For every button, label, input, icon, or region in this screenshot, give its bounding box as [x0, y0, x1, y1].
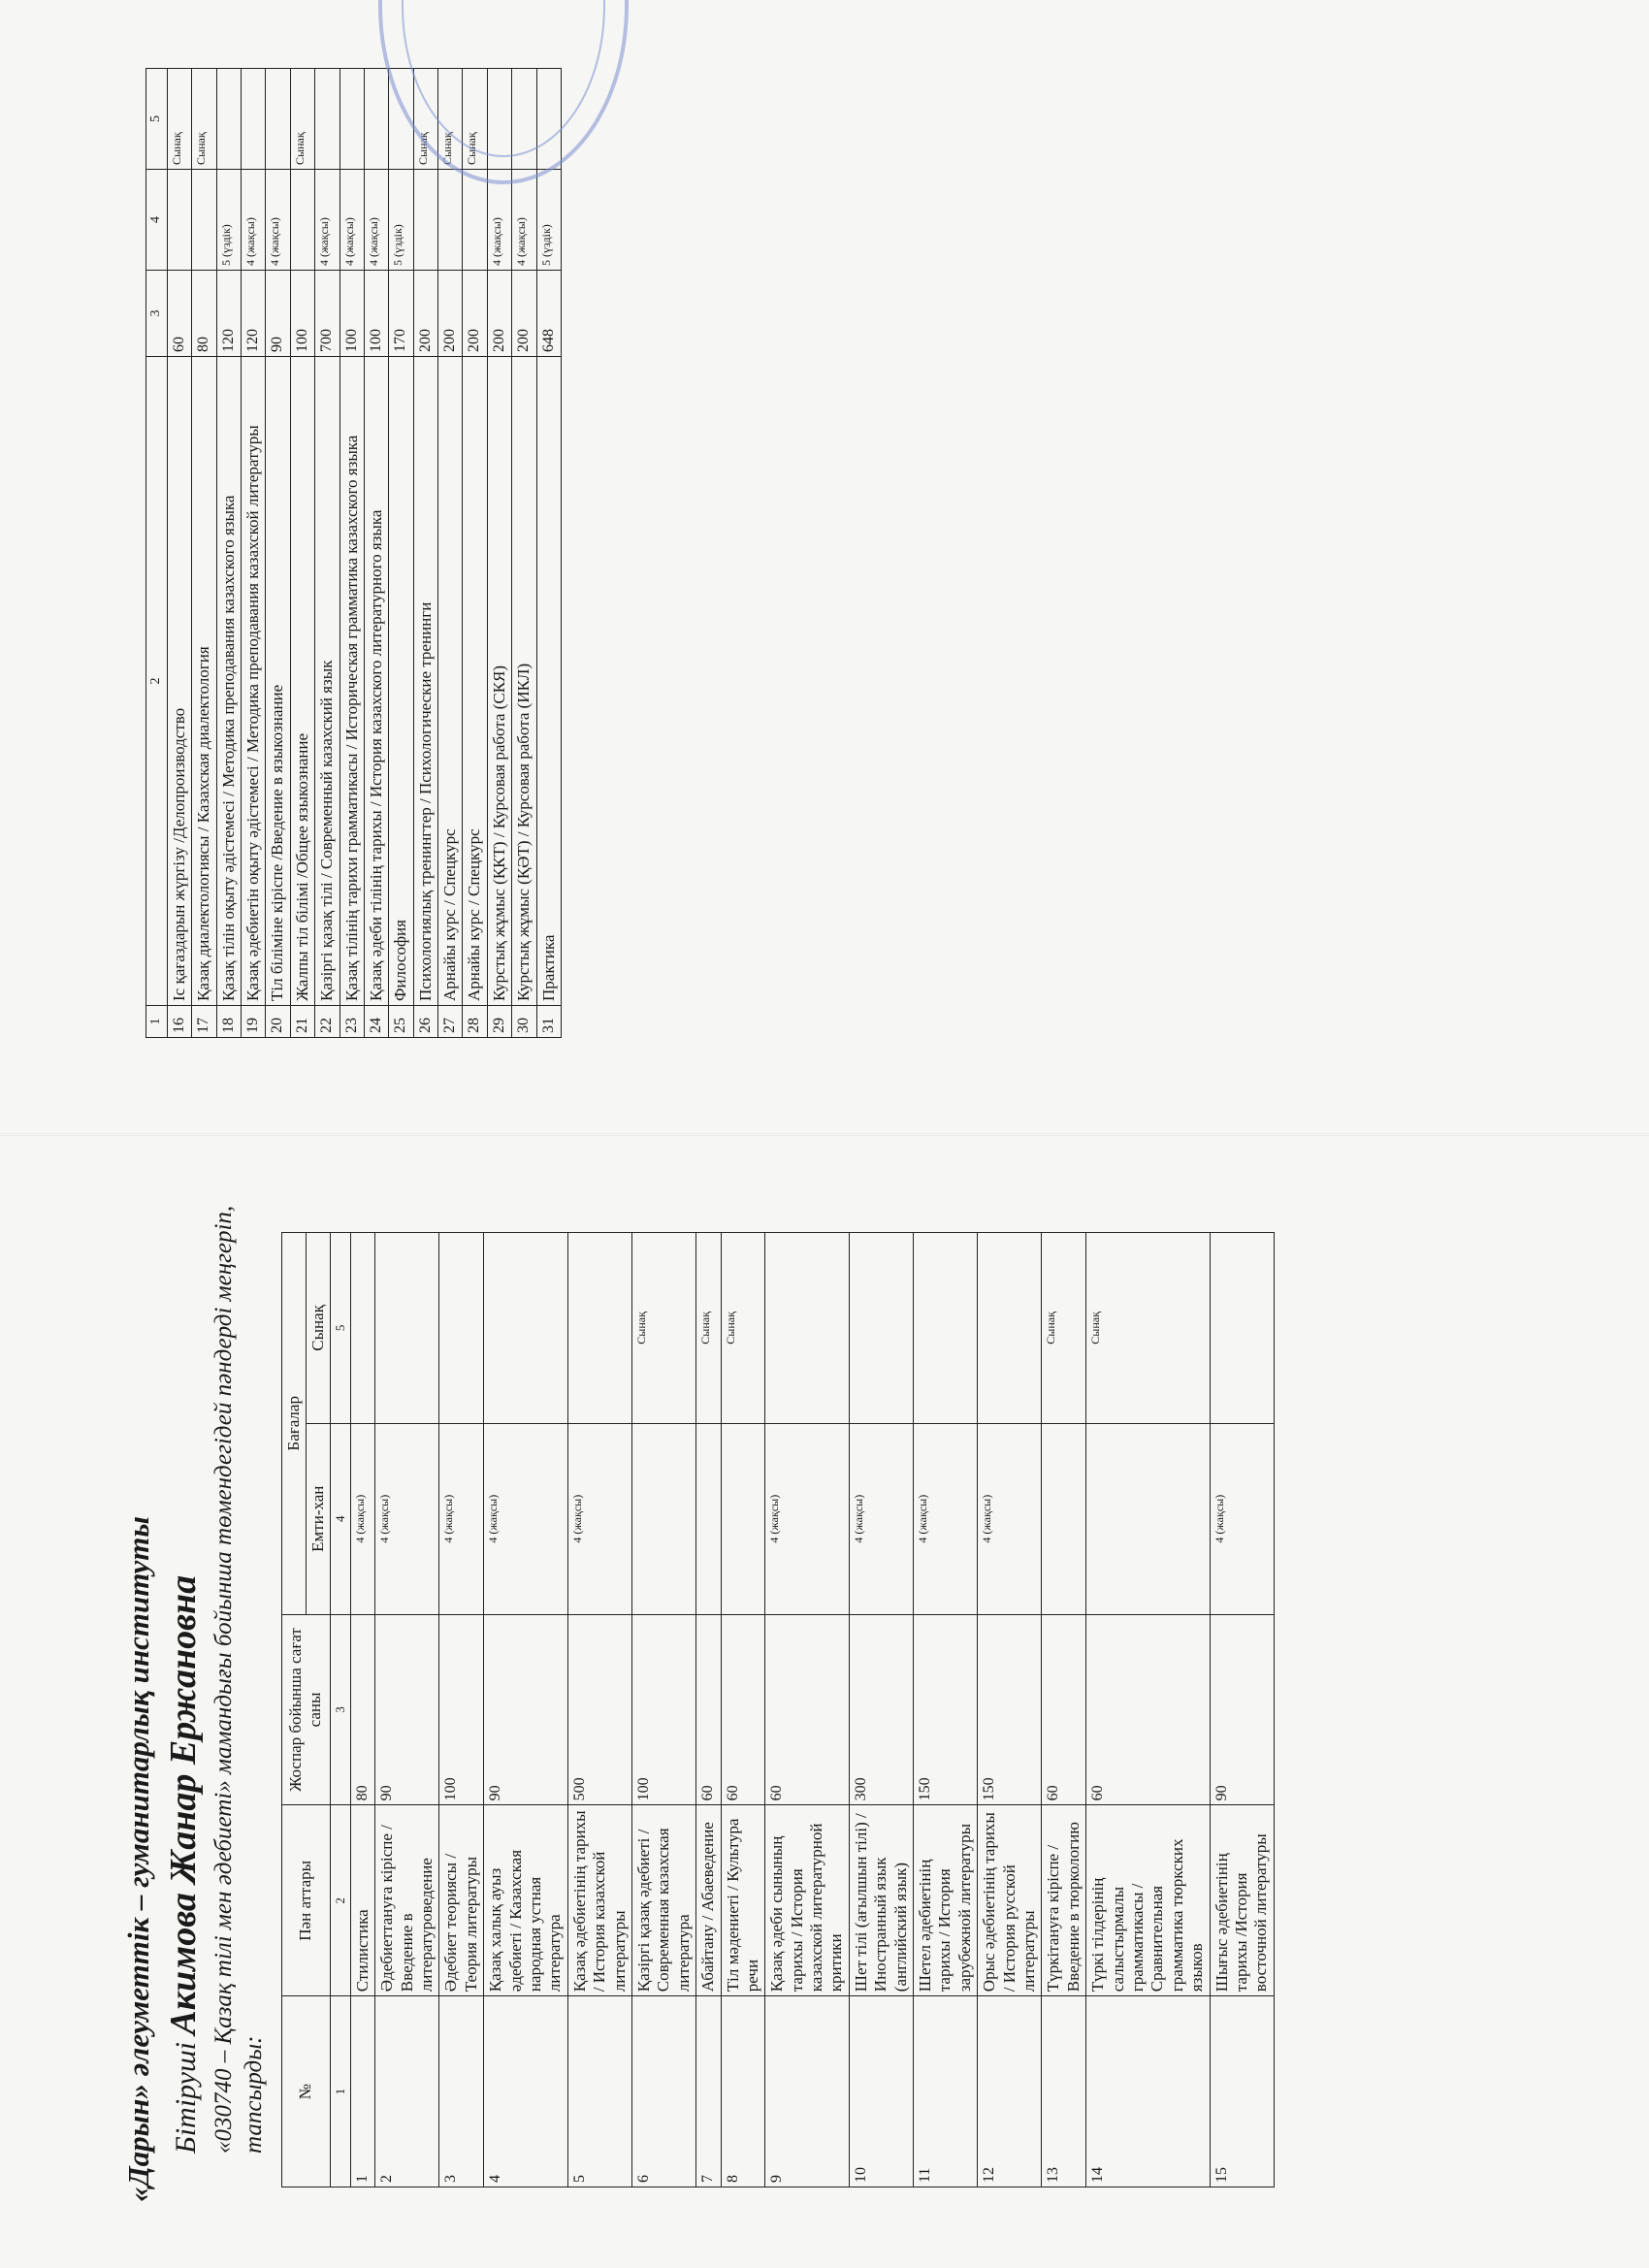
- cell-num: 30: [512, 1006, 536, 1038]
- cell-hours: 90: [484, 1614, 568, 1805]
- cell-subject: Әдебиет теориясы / Теория литературы: [439, 1805, 484, 1996]
- cell-subject: Шет тілі (ағылшын тілі) / Иностранный язык (английский язык): [849, 1805, 913, 1996]
- cell-subject: Қазақ әдебиетінің тарихы / История казахской литературы: [567, 1805, 631, 1996]
- cell-num: 28: [463, 1006, 487, 1038]
- table-row: [536, 69, 561, 1038]
- cell-subject: Орыс әдебиетінің тарихы / История русской литературы: [978, 1805, 1042, 1996]
- cell-num: 29: [487, 1006, 511, 1038]
- header-exam: Емти-хан: [306, 1423, 330, 1614]
- cell-num: 8: [721, 1996, 765, 2187]
- cell-exam: 4 (жақсы): [439, 1423, 484, 1614]
- table-row: [216, 69, 241, 1038]
- table-row: [438, 69, 463, 1038]
- cell-num: 2: [375, 1996, 439, 2187]
- cell-subject: Қазақ әдеби сынының тарихы / История казахской литературной критики: [765, 1805, 850, 1996]
- index-cell: 5: [331, 1233, 351, 1424]
- cell-num: 7: [696, 1996, 721, 2187]
- table-row: [266, 69, 290, 1038]
- cell-credit: [1210, 1233, 1274, 1424]
- cell-num: 14: [1086, 1996, 1210, 2187]
- cell-subject: Тіл біліміне кіріспе /Введение в языкознание: [266, 357, 290, 1006]
- cell-credit: Сынақ: [290, 69, 314, 170]
- table-row: [241, 69, 265, 1038]
- cell-exam: 4 (жақсы): [914, 1423, 978, 1614]
- table-row: [696, 1233, 721, 2187]
- cell-subject: Шығыс әдебиетінің тарихы /История восточной литературы: [1210, 1805, 1274, 1996]
- cell-credit: Сынақ: [438, 69, 463, 170]
- cell-subject: Абайтану / Абаеведение: [696, 1805, 721, 1996]
- cell-exam: 4 (жақсы): [512, 170, 536, 271]
- cell-subject: Стилистика: [350, 1805, 374, 1996]
- cell-num: 19: [241, 1006, 265, 1038]
- cell-subject: Практика: [536, 357, 561, 1006]
- header-grades: Бағалар: [281, 1233, 306, 1615]
- cell-credit: Сынақ: [1042, 1233, 1086, 1424]
- cell-exam: [167, 170, 191, 271]
- cell-subject: Қазақ халық ауыз әдебиеті / Казахская народная устная литература: [484, 1805, 568, 1996]
- cell-num: 25: [389, 1006, 413, 1038]
- index-cell: 1: [146, 1006, 168, 1038]
- cell-subject: Тіл мәдениеті / Культура речи: [721, 1805, 765, 1996]
- cell-credit: Сынақ: [631, 1233, 695, 1424]
- cell-exam: 4 (жақсы): [315, 170, 340, 271]
- index-cell: 3: [146, 271, 168, 357]
- cell-num: 9: [765, 1996, 850, 2187]
- cell-credit: [567, 1233, 631, 1424]
- cell-hours: 200: [413, 271, 437, 357]
- cell-exam: 5 (үздік): [216, 170, 241, 271]
- table-row: [340, 69, 364, 1038]
- cell-credit: Сынақ: [413, 69, 437, 170]
- cell-credit: [216, 69, 241, 170]
- cell-hours: 60: [696, 1614, 721, 1805]
- cell-subject: Курстық жұмыс (ҚКТ) / Курсовая работа (СКЯ): [487, 357, 511, 1006]
- cell-credit: Сынақ: [1086, 1233, 1210, 1424]
- cell-subject: Жалпы тіл білімі /Общее языкознание: [290, 357, 314, 1006]
- cell-exam: 4 (жақсы): [765, 1423, 850, 1614]
- cell-subject: Қазіргі қазақ әдебиеті / Современная казахская литература: [631, 1805, 695, 1996]
- cell-num: 13: [1042, 1996, 1086, 2187]
- cell-num: 22: [315, 1006, 340, 1038]
- table-row: [389, 69, 413, 1038]
- table-row: [1086, 1233, 1210, 2187]
- cell-subject: Философия: [389, 357, 413, 1006]
- table-row: [463, 69, 487, 1038]
- cell-num: 4: [484, 1996, 568, 2187]
- cell-exam: 4 (жақсы): [241, 170, 265, 271]
- cell-exam: 5 (үздік): [389, 170, 413, 271]
- cell-credit: Сынақ: [192, 69, 216, 170]
- index-cell: 1: [331, 1996, 351, 2187]
- table-row: [721, 1233, 765, 2187]
- cell-subject: Іс қағаздарын жүргізу /Делопроизводство: [167, 357, 191, 1006]
- cell-exam: 4 (жақсы): [978, 1423, 1042, 1614]
- cell-hours: 170: [389, 271, 413, 357]
- specialty-line: «030740 – Қазақ тілі мен әдебиеті» мамандығы бойынша төмендегідей пәндерді меңгеріп, тапсырды:: [210, 1205, 268, 2154]
- cell-hours: 90: [266, 271, 290, 357]
- cell-credit: [849, 1233, 913, 1424]
- cell-hours: 100: [340, 271, 364, 357]
- table-row: [978, 1233, 1042, 2187]
- table-row: [315, 69, 340, 1038]
- cell-exam: 5 (үздік): [536, 170, 561, 271]
- header-hours: Жоспар бойынша сағат саны: [281, 1614, 331, 1805]
- cell-subject: Курстық жұмыс (ҚӘТ) / Курсовая работа (ИКЛ): [512, 357, 536, 1006]
- index-cell: 3: [331, 1614, 351, 1805]
- cell-exam: 4 (жақсы): [350, 1423, 374, 1614]
- cell-exam: 4 (жақсы): [849, 1423, 913, 1614]
- cell-num: 15: [1210, 1996, 1274, 2187]
- table-row: [290, 69, 314, 1038]
- cell-num: 21: [290, 1006, 314, 1038]
- cell-subject: Қазақ тілінің тарихи грамматикасы / Историческая грамматика казахского языка: [340, 357, 364, 1006]
- cell-num: 5: [567, 1996, 631, 2187]
- grades-table-continued: [146, 68, 562, 1038]
- graduate-line: [162, 1174, 205, 2154]
- header-num: №: [281, 1996, 331, 2187]
- table-row: [1210, 1233, 1274, 2187]
- cell-subject: Арнайы курс / Спецкурс: [463, 357, 487, 1006]
- cell-exam: [721, 1423, 765, 1614]
- table-row: [364, 69, 388, 1038]
- cell-exam: [696, 1423, 721, 1614]
- cell-exam: [438, 170, 463, 271]
- table-row: [849, 1233, 913, 2187]
- cell-num: 23: [340, 1006, 364, 1038]
- table-header-row: [281, 1233, 306, 2187]
- cell-num: 10: [849, 1996, 913, 2187]
- cell-subject: Түркітануға кіріспе /Введение в тюркологию: [1042, 1805, 1086, 1996]
- cell-hours: 700: [315, 271, 340, 357]
- cell-hours: 200: [438, 271, 463, 357]
- cell-exam: [1042, 1423, 1086, 1614]
- cell-hours: 60: [765, 1614, 850, 1805]
- cell-exam: 4 (жақсы): [1210, 1423, 1274, 1614]
- cell-credit: Сынақ: [167, 69, 191, 170]
- cell-subject: Арнайы курс / Спецкурс: [438, 357, 463, 1006]
- grades-table: [281, 1232, 1275, 2187]
- cell-credit: [241, 69, 265, 170]
- cell-credit: [484, 1233, 568, 1424]
- cell-subject: Түркі тілдерінің салыстырмалы грамматикасы / Сравнительная грамматика тюркских языков: [1086, 1805, 1210, 1996]
- cell-credit: [914, 1233, 978, 1424]
- cell-hours: 100: [631, 1614, 695, 1805]
- cell-hours: 120: [216, 271, 241, 357]
- cell-subject: Қазақ диалектологиясы / Казахская диалектология: [192, 357, 216, 1006]
- cell-subject: Қазақ әдебиетін оқыту әдістемесі / Методика преподавания казахской литературы: [241, 357, 265, 1006]
- table-row: [631, 1233, 695, 2187]
- table-row: [167, 69, 191, 1038]
- graduate-prefix: Бітіруші: [170, 2042, 202, 2154]
- cell-credit: [350, 1233, 374, 1424]
- cell-exam: 4 (жақсы): [484, 1423, 568, 1614]
- cell-hours: 300: [849, 1614, 913, 1805]
- table-row: [487, 69, 511, 1038]
- cell-num: 6: [631, 1996, 695, 2187]
- cell-num: 26: [413, 1006, 437, 1038]
- cell-num: 1: [350, 1996, 374, 2187]
- table-index-row: [146, 69, 168, 1038]
- cell-exam: 4 (жақсы): [266, 170, 290, 271]
- cell-hours: 150: [914, 1614, 978, 1805]
- fold-line: [0, 1133, 1649, 1136]
- table-row: [765, 1233, 850, 2187]
- cell-exam: [413, 170, 437, 271]
- table-row: [192, 69, 216, 1038]
- cell-credit: [375, 1233, 439, 1424]
- index-cell: 2: [146, 357, 168, 1006]
- cell-hours: 120: [241, 271, 265, 357]
- cell-hours: 648: [536, 271, 561, 357]
- cell-hours: 80: [192, 271, 216, 357]
- cell-credit: [315, 69, 340, 170]
- table-row: [413, 69, 437, 1038]
- cell-hours: 60: [1042, 1614, 1086, 1805]
- index-cell: 4: [146, 170, 168, 271]
- cell-exam: [463, 170, 487, 271]
- cell-num: 12: [978, 1996, 1042, 2187]
- cell-exam: [290, 170, 314, 271]
- index-cell: 2: [331, 1805, 351, 1996]
- cell-subject: Қазіргі қазақ тілі / Современный казахский язык: [315, 357, 340, 1006]
- transcript-page-left: [121, 1174, 1314, 2231]
- graduate-name: Акимова Жанар Ержановна: [163, 1574, 204, 2035]
- cell-num: 3: [439, 1996, 484, 2187]
- cell-hours: 200: [463, 271, 487, 357]
- transcript-page-right: [146, 68, 883, 1038]
- cell-hours: 200: [487, 271, 511, 357]
- cell-hours: 60: [167, 271, 191, 357]
- cell-num: 24: [364, 1006, 388, 1038]
- cell-hours: 100: [364, 271, 388, 357]
- cell-exam: 4 (жақсы): [375, 1423, 439, 1614]
- cell-credit: Сынақ: [463, 69, 487, 170]
- table-row: [567, 1233, 631, 2187]
- cell-subject: Психологиялық тренингтер / Психологические тренинги: [413, 357, 437, 1006]
- cell-hours: 500: [567, 1614, 631, 1805]
- cell-hours: 90: [375, 1614, 439, 1805]
- table-row: [1042, 1233, 1086, 2187]
- cell-exam: 4 (жақсы): [364, 170, 388, 271]
- table-row: [484, 1233, 568, 2187]
- header-subject: Пән аттары: [281, 1805, 331, 1996]
- index-cell: 4: [331, 1423, 351, 1614]
- cell-credit: [978, 1233, 1042, 1424]
- cell-hours: 200: [512, 271, 536, 357]
- cell-credit: [364, 69, 388, 170]
- cell-credit: [266, 69, 290, 170]
- cell-exam: 4 (жақсы): [487, 170, 511, 271]
- cell-num: 11: [914, 1996, 978, 2187]
- cell-subject: Шетел әдебиетінің тарихы / История зарубежной литературы: [914, 1805, 978, 1996]
- cell-exam: 4 (жақсы): [567, 1423, 631, 1614]
- cell-num: 27: [438, 1006, 463, 1038]
- cell-hours: 150: [978, 1614, 1042, 1805]
- header-credit: Сынақ: [306, 1233, 330, 1424]
- cell-hours: 90: [1210, 1614, 1274, 1805]
- cell-credit: [340, 69, 364, 170]
- cell-credit: Сынақ: [721, 1233, 765, 1424]
- cell-hours: 100: [439, 1614, 484, 1805]
- cell-num: 31: [536, 1006, 561, 1038]
- index-cell: 5: [146, 69, 168, 170]
- cell-credit: [765, 1233, 850, 1424]
- table-row: [350, 1233, 374, 2187]
- cell-credit: Сынақ: [696, 1233, 721, 1424]
- cell-subject: Қазақ әдеби тілінің тарихы / История казахского литературного языка: [364, 357, 388, 1006]
- cell-num: 17: [192, 1006, 216, 1038]
- cell-hours: 100: [290, 271, 314, 357]
- cell-num: 18: [216, 1006, 241, 1038]
- cell-exam: [631, 1423, 695, 1614]
- cell-hours: 60: [721, 1614, 765, 1805]
- table-row: [914, 1233, 978, 2187]
- cell-exam: [192, 170, 216, 271]
- cell-subject: Қазақ тілін оқыту әдістемесі / Методика преподавания казахского языка: [216, 357, 241, 1006]
- cell-subject: Әдебиеттануға кіріспе / Введение в литературоведение: [375, 1805, 439, 1996]
- cell-hours: 80: [350, 1614, 374, 1805]
- institute-title: «Дарын» әлеуметтік – гуманитарлық институты: [121, 1516, 155, 2202]
- cell-num: 20: [266, 1006, 290, 1038]
- cell-hours: 60: [1086, 1614, 1210, 1805]
- cell-credit: [439, 1233, 484, 1424]
- table-row: [512, 69, 536, 1038]
- table-index-row: [331, 1233, 351, 2187]
- cell-exam: [1086, 1423, 1210, 1614]
- table-row: [375, 1233, 439, 2187]
- table-row: [439, 1233, 484, 2187]
- cell-num: 16: [167, 1006, 191, 1038]
- cell-exam: 4 (жақсы): [340, 170, 364, 271]
